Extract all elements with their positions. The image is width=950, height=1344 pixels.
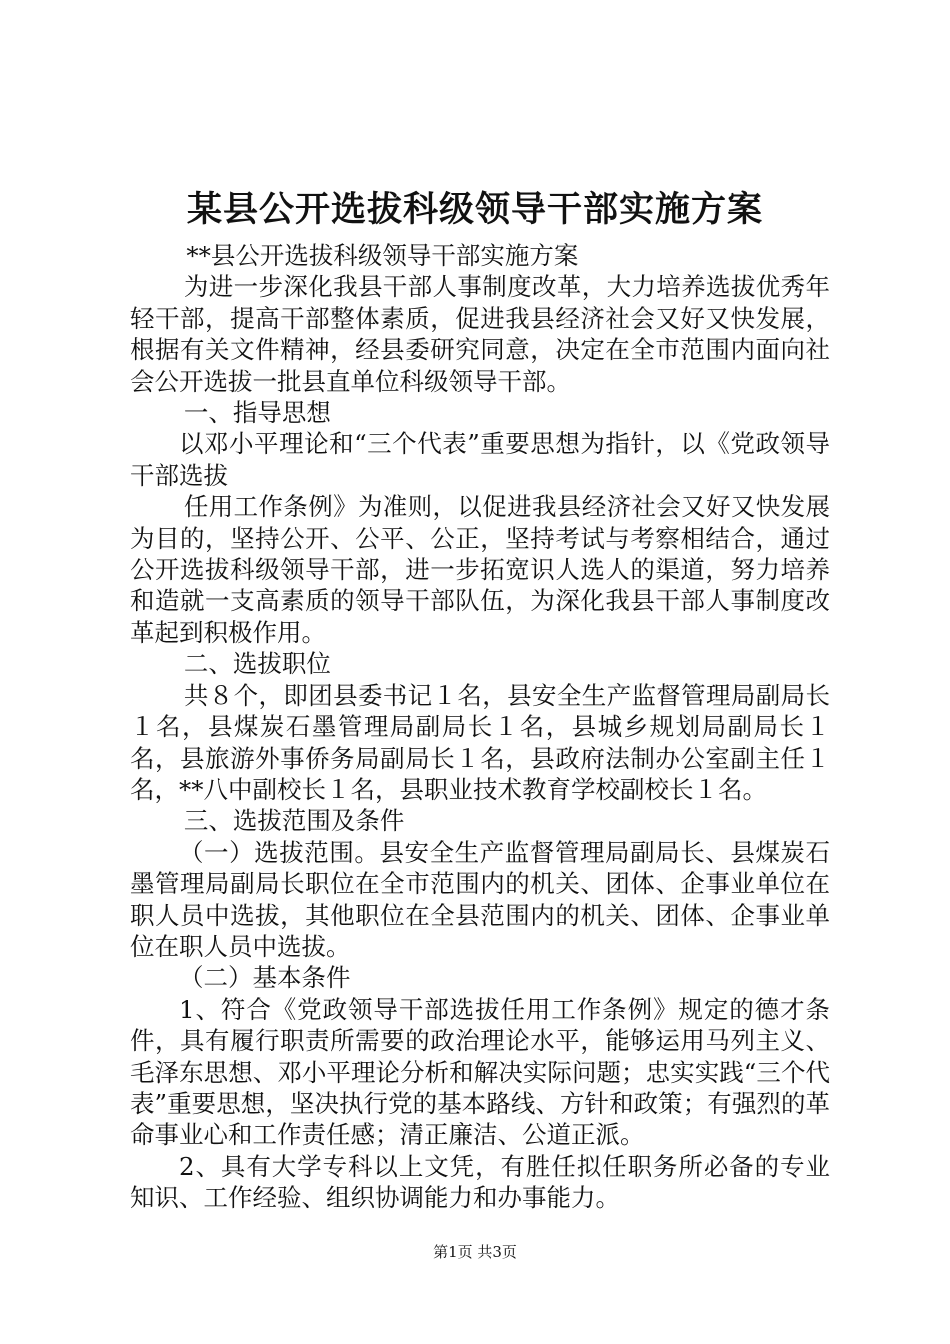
paragraph-positions: 共８个，即团县委书记１名，县安全生产监督管理局副局长１名，县煤炭石墨管理局副局长１名，县城乡规划局副局长１名，县旅游外事侨务局副局长１名，县政府法制办公室副主任１名，**八中副校长１名，县职业技术教育学校副校长１名。 (130, 680, 830, 804)
document-title: 某县公开选拔科级领导干部实施方案 (186, 189, 763, 230)
paragraph-guiding-ideology-2: 任用工作条例》为准则，以促进我县经济社会又好又快发展为目的，坚持公开、公平、公正，坚持考试与考察相结合，通过公开选拔科级领导干部，进一步拓宽识人选人的渠道，努力培养和造就一支高素质的领导干部队伍，为深化我县干部人事制度改革起到积极作用。 (130, 492, 830, 647)
paragraph-condition-1: 1、符合《党政领导干部选拔任用工作条例》规定的德才条件，具有履行职责所需要的政治理论水平，能够运用马列主义、毛泽东思想、邓小平理论分析和解决实际问题；忠实实践“三个代表”重要思想，坚决执行党的基本路线、方针和政策；有强烈的革命事业心和工作责任感；清正廉洁、公道正派。 (130, 994, 830, 1150)
section-heading-scope-conditions: 三、选拔范围及条件 (183, 806, 405, 836)
section-heading-guiding-ideology: 一、指导思想 (183, 398, 331, 428)
page-footer: 第1页 共3页 (433, 1243, 517, 1261)
section-heading-positions: 二、选拔职位 (183, 649, 331, 679)
document-body (130, 240, 830, 1214)
subheading-basic-conditions: （二）基本条件 (179, 963, 351, 993)
paragraph-scope: （一）选拔范围。县安全生产监督管理局副局长、县煤炭石墨管理局副局长职位在全市范围内的机关、团体、企事业单位在职人员中选拔，其他职位在全县范围内的机关、团体、企事业单位在职人员中选拔。 (130, 837, 830, 961)
paragraph-condition-2: 2、具有大学专科以上文凭，有胜任拟任职务所必备的专业知识、工作经验、组织协调能力和办事能力。 (130, 1151, 830, 1213)
paragraph-guiding-ideology-1: 以邓小平理论和“三个代表”重要思想为指针，以《党政领导干部选拔 (130, 429, 830, 490)
document-subtitle: **县公开选拔科级领导干部实施方案 (186, 241, 579, 270)
paragraph-intro: 为进一步深化我县干部人事制度改革，大力培养选拔优秀年轻干部，提高干部整体素质，促进我县经济社会又好又快发展，根据有关文件精神，经县委研究同意，决定在全市范围内面向社会公开选拔一批县直单位科级领导干部。 (130, 272, 830, 396)
